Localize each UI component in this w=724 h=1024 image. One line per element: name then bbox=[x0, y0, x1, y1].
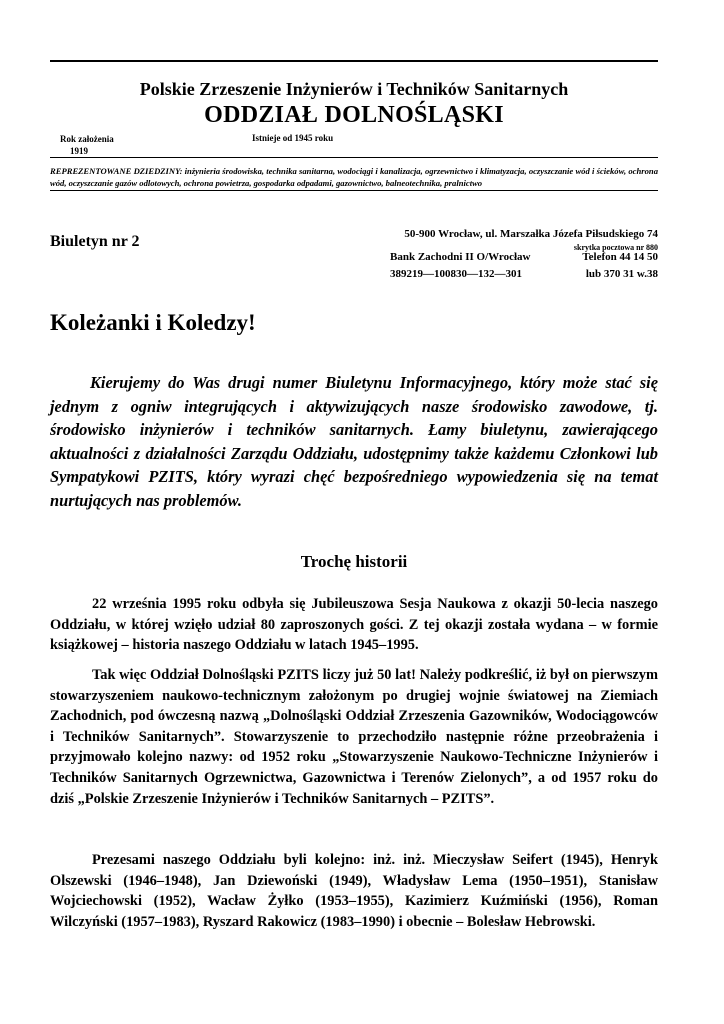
domains-bottom-rule bbox=[50, 190, 658, 191]
history-paragraph-2: Tak więc Oddział Dolnośląski PZITS liczy już 50 lat! Należy podkreślić, iż był on pierwszym stowarzyszeniem naukowo-technicznym założonym po drugiej wojnie światowej na Ziemiach Zachodnich, pod ówczesną nazwą „Dolnośląski Oddział Zrzeszenia Gazowników, Wodociągowców i Techników Sanitarnych”. Stowarzyszenie to przechodziło następnie różne przeobrażenia i przyjmowało kolejno nazwy: od 1952 roku „Stowarzyszenie Naukowo-Techniczne Inżynierów i Techników Sanitarnych Ogrzewnictwa, Gazownictwa i Terenów Zielonych”, a od 1957 roku do dziś „Polskie Zrzeszenie Inżynierów i Techników Sanitarnych – PZITS”. bbox=[50, 667, 658, 807]
founded-year: 1919 bbox=[70, 146, 88, 156]
phone-info bbox=[582, 249, 658, 283]
represented-domains: REPREZENTOWANE DZIEDZINY: inżynieria środowiska, technika sanitarna, wodociągi i kanalizacja, ogrzewnictwo i klimatyzacja, oczyszczanie wód i ścieków, ochrona wód, oczyszczanie gazów odlotowych, ochrona powietrza, gospodarka odpadami, gazownictwo, balneotechnika, pralnictwo bbox=[50, 166, 658, 188]
founded-info bbox=[60, 133, 114, 157]
bank-account: 389219—100830—132—301 bbox=[390, 268, 522, 280]
founded-label: Rok założenia bbox=[60, 134, 114, 144]
po-box: skrytka pocztowa nr 880 bbox=[573, 243, 658, 252]
intro-paragraph: Kierujemy do Was drugi numer Biuletynu Informacyjnego, który może stać się jednym z ogniw integrujących i aktywizujących nasze środowisko zawodowe, tj. środowisko inżynierów i techników sanitarnych. Łamy biuletynu, zawierającego aktualności z działalności Zarządu Oddziału, udostępnimy także każdemu Członkowi lub Sympatykowi PZITS, który wyrazi chęć bezpośredniego wypowiedzenia się na temat nurtujących nas problemów. bbox=[50, 373, 658, 510]
history-paragraph-1: 22 września 1995 roku odbyła się Jubileuszowa Sesja Naukowa z okazji 50-lecia naszego Oddziału, w której wzięło udział 80 zaproszonych gości. Z tej okazji została wydana – w formie książkowej – historia naszego Oddziału w latach 1945–1995. bbox=[50, 596, 658, 654]
section-heading: Trochę historii bbox=[300, 552, 408, 571]
bulletin-title: Biuletyn nr 2 bbox=[50, 233, 140, 250]
bank-info bbox=[390, 249, 531, 283]
history-paragraph-3: Prezesami naszego Oddziału byli kolejno: inż. inż. Mieczysław Seifert (1945), Henryk Olszewski (1946–1948), Jan Dziewoński (1949), Władysław Lema (1950–1951), Stanisław Wojciechowski (1952), Wacław Żyłko (1953–1955), Kazimierz Kuźmiński (1956), Roman Wilczyński (1957–1983), Ryszard Rakowicz (1983–1990) i obecnie – Bolesław Hebrowski. bbox=[50, 852, 658, 930]
bank-name: Bank Zachodni II O/Wrocław bbox=[390, 251, 531, 263]
top-rule bbox=[50, 60, 658, 62]
exists-since: Istnieje od 1945 roku bbox=[252, 133, 334, 143]
organization-name: Polskie Zrzeszenie Inżynierów i Techników Sanitarnych bbox=[139, 79, 569, 99]
greeting: Koleżanki i Koledzy! bbox=[50, 310, 256, 335]
domains-top-rule bbox=[50, 157, 658, 158]
phone-number: Telefon 44 14 50 bbox=[582, 251, 658, 263]
department-name: ODDZIAŁ DOLNOŚLĄSKI bbox=[204, 102, 504, 128]
phone-alt: lub 370 31 w.38 bbox=[585, 268, 658, 280]
postal-address: 50-900 Wrocław, ul. Marszałka Józefa Piłsudskiego 74 bbox=[404, 228, 658, 240]
